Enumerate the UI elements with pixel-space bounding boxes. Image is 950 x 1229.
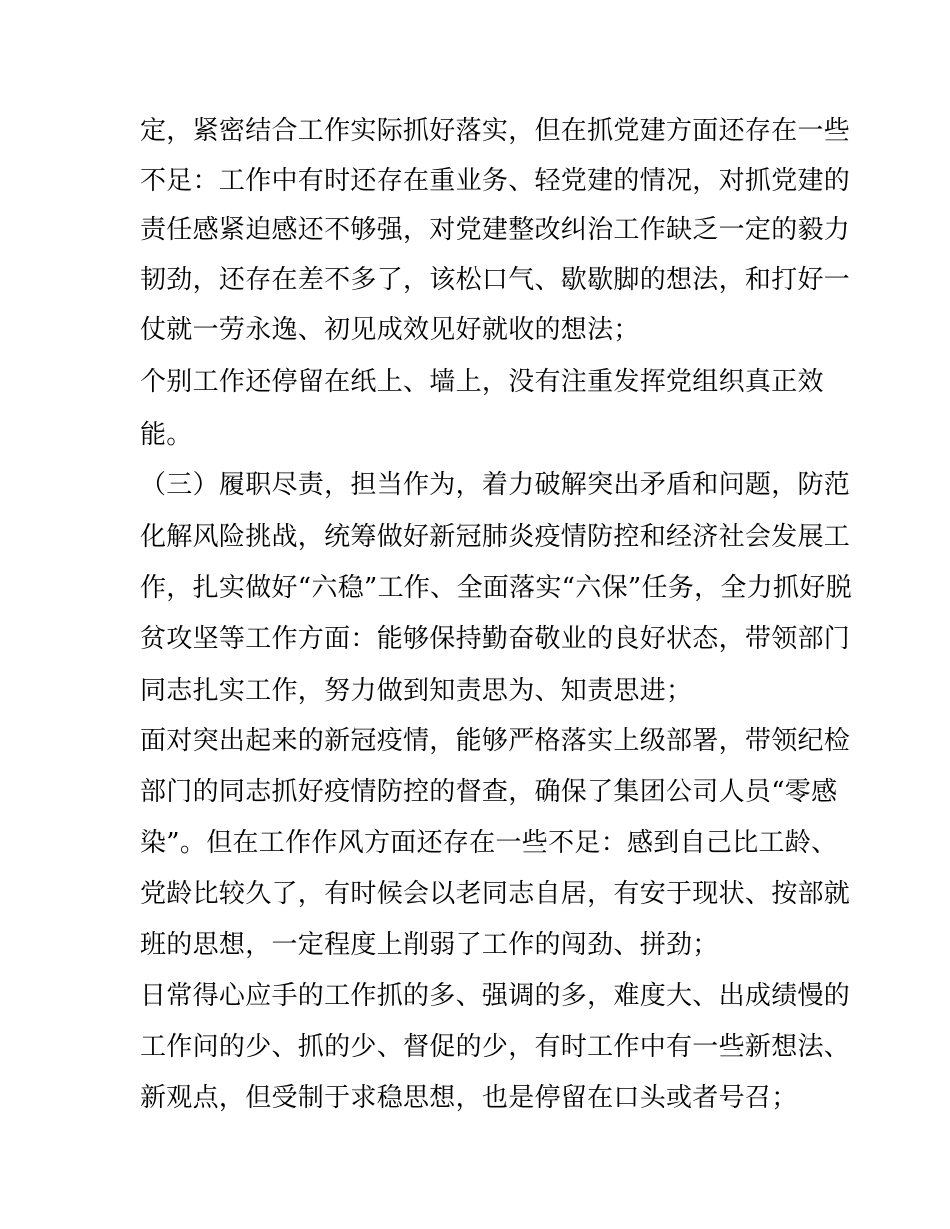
text-line: 染”。但在工作作风方面还存在一些不足：感到自己比工龄、 bbox=[140, 828, 838, 858]
text-line: （三）履职尽责，担当作为，着力破解突出矛盾和问题，防范 bbox=[140, 470, 851, 500]
text-line: 同志扎实工作，努力做到知责思为、知责思进； bbox=[140, 676, 693, 706]
text-line: 仗就一劳永逸、初见成效见好就收的想法； bbox=[140, 315, 640, 345]
text-line: 日常得心应手的工作抓的多、强调的多，难度大、出成绩慢的 bbox=[140, 981, 851, 1011]
text-line: 韧劲，还存在差不多了，该松口气、歇歇脚的想法，和打好一 bbox=[140, 265, 851, 295]
text-line: 定，紧密结合工作实际抓好落实，但在抓党建方面还存在一些 bbox=[140, 116, 851, 146]
text-line: 贫攻坚等工作方面：能够保持勤奋敬业的良好状态，带领部门 bbox=[140, 624, 851, 654]
text-line: 责任感紧迫感还不够强，对党建整改纠治工作缺乏一定的毅力 bbox=[140, 215, 851, 245]
text-line: 面对突出起来的新冠疫情，能够严格落实上级部署，带领纪检 bbox=[140, 726, 851, 756]
text-line: 部门的同志抓好疫情防控的督查，确保了集团公司人员“零感 bbox=[140, 777, 838, 807]
text-line: 个别工作还停留在纸上、墙上，没有注重发挥党组织真正效 bbox=[140, 367, 824, 397]
text-line: 化解风险挑战，统筹做好新冠肺炎疫情防控和经济社会发展工 bbox=[140, 522, 851, 552]
text-line: 作，扎实做好“六稳”工作、全面落实“六保”任务，全力抓好脱 bbox=[140, 573, 852, 603]
text-line: 不足：工作中有时还存在重业务、轻党建的情况，对抓党建的 bbox=[140, 166, 851, 196]
text-line: 新观点，但受制于求稳思想，也是停留在口头或者号召； bbox=[140, 1083, 798, 1113]
text-line: 班的思想，一定程度上削弱了工作的闯劲、拼劲； bbox=[140, 930, 719, 960]
text-line: 能。 bbox=[140, 420, 193, 450]
text-line: 工作问的少、抓的少、督促的少，有时工作中有一些新想法、 bbox=[140, 1032, 851, 1062]
text-line: 党龄比较久了，有时候会以老同志自居，有安于现状、按部就 bbox=[140, 879, 851, 909]
